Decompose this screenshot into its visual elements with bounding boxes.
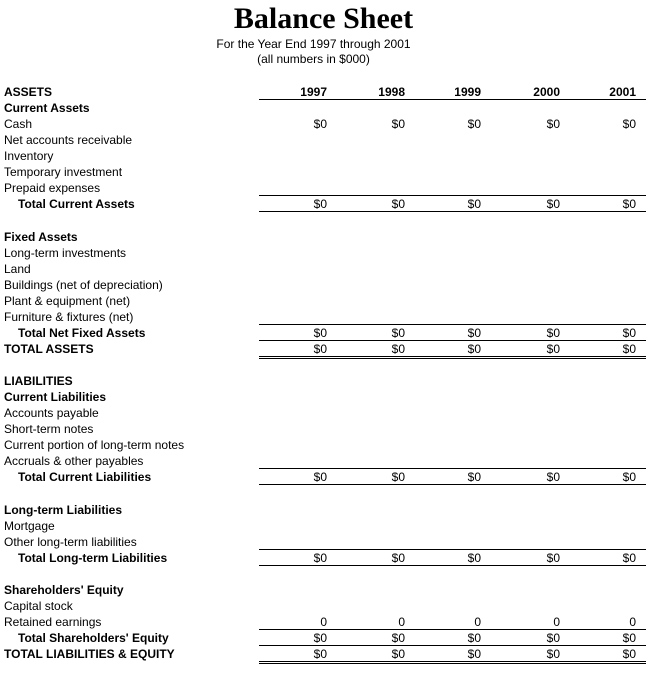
row-mortgage — [0, 518, 647, 534]
row-capital-stock — [0, 598, 647, 614]
row-label: Cash — [4, 117, 33, 131]
row-label: Net accounts receivable — [4, 133, 133, 147]
row-label: Inventory — [4, 149, 54, 163]
cell-2001: $0 — [622, 342, 636, 356]
cell-1998: 0 — [398, 615, 405, 629]
subtotal-top-rule — [259, 324, 646, 325]
row-total-shareholders-equity — [0, 630, 647, 646]
row-label: Accounts payable — [4, 406, 99, 420]
cell-2000: $0 — [546, 647, 560, 661]
row-long-term-investments — [0, 245, 647, 261]
subtotal-top-rule — [259, 629, 646, 630]
row-label: TOTAL LIABILITIES & EQUITY — [4, 647, 175, 661]
cell-1997: $0 — [313, 470, 327, 484]
year-header-1999: 1999 — [454, 85, 481, 99]
row-label: LIABILITIES — [4, 374, 73, 388]
subtotal-top-rule — [259, 195, 646, 196]
cell-1998: $0 — [391, 117, 405, 131]
row-total-long-term-liabilities — [0, 550, 647, 566]
cell-2000: $0 — [546, 197, 560, 211]
row-temporary-investment — [0, 164, 647, 180]
row-label: Total Net Fixed Assets — [18, 326, 146, 340]
row-plant-and-equipment-net — [0, 293, 647, 309]
cell-1997: $0 — [313, 551, 327, 565]
row-total-current-liabilities — [0, 469, 647, 485]
row-label: Mortgage — [4, 519, 55, 533]
cell-1997: 0 — [320, 615, 327, 629]
cell-1997: $0 — [313, 197, 327, 211]
cell-2001: $0 — [622, 470, 636, 484]
cell-1998: $0 — [391, 326, 405, 340]
row-liabilities — [0, 373, 647, 389]
cell-1998: $0 — [391, 197, 405, 211]
row-label: Total Current Liabilities — [18, 470, 152, 484]
header-underline — [259, 99, 646, 100]
total-double-rule-2 — [259, 663, 646, 664]
total-double-rule-2 — [259, 358, 646, 359]
row-current-liabilities — [0, 389, 647, 405]
row-long-term-liabilities — [0, 502, 647, 518]
row-label: Retained earnings — [4, 615, 102, 629]
cell-2000: $0 — [546, 342, 560, 356]
cell-2000: 0 — [553, 615, 560, 629]
cell-2001: $0 — [622, 551, 636, 565]
cell-1998: $0 — [391, 551, 405, 565]
row-buildings-net-of-depreciation — [0, 277, 647, 293]
row-label: Accruals & other payables — [4, 454, 144, 468]
cell-1998: $0 — [391, 470, 405, 484]
row-land — [0, 261, 647, 277]
row-label: Prepaid expenses — [4, 181, 101, 195]
cell-1999: $0 — [467, 326, 481, 340]
subtotal-bottom-rule — [259, 211, 646, 212]
row-inventory — [0, 148, 647, 164]
row-label: Fixed Assets — [4, 230, 78, 244]
row-label: Long-term Liabilities — [4, 503, 123, 517]
cell-2001: $0 — [622, 647, 636, 661]
document-title: Balance Sheet — [233, 2, 414, 35]
cell-2001: $0 — [622, 326, 636, 340]
cell-1998: $0 — [391, 647, 405, 661]
cell-2000: $0 — [546, 470, 560, 484]
cell-1998: $0 — [391, 342, 405, 356]
cell-1997: $0 — [313, 631, 327, 645]
cell-1999: $0 — [467, 342, 481, 356]
cell-2000: $0 — [546, 551, 560, 565]
row-total-net-fixed-assets — [0, 325, 647, 341]
cell-1998: $0 — [391, 631, 405, 645]
row-label: Buildings (net of depreciation) — [4, 278, 163, 292]
row-label: Other long-term liabilities — [4, 535, 137, 549]
row-label: Total Current Assets — [18, 197, 135, 211]
year-header-2000: 2000 — [533, 85, 560, 99]
cell-2000: $0 — [546, 117, 560, 131]
year-header-1997: 1997 — [300, 85, 327, 99]
row-label: Total Long-term Liabilities — [18, 551, 168, 565]
subtotal-top-rule — [259, 549, 646, 550]
row-other-long-term-liabilities — [0, 534, 647, 550]
units-note: (all numbers in $000) — [257, 52, 370, 66]
row-label: TOTAL ASSETS — [4, 342, 94, 356]
subtotal-bottom-rule — [259, 565, 646, 566]
row-fixed-assets — [0, 229, 647, 245]
cell-2000: $0 — [546, 326, 560, 340]
row-retained-earnings — [0, 614, 647, 630]
row-label: Land — [4, 262, 31, 276]
row-label: Current portion of long-term notes — [4, 438, 185, 452]
total-double-rule-1 — [259, 356, 646, 357]
row-accounts-payable — [0, 405, 647, 421]
spacer-row — [0, 357, 647, 373]
row-assets — [0, 84, 647, 100]
document-subtitle: For the Year End 1997 through 2001 — [216, 37, 411, 51]
row-prepaid-expenses — [0, 180, 647, 196]
row-label: ASSETS — [4, 85, 53, 99]
row-total-liabilities-and-equity — [0, 646, 647, 662]
year-header-2001: 2001 — [609, 85, 636, 99]
total-top-rule — [259, 340, 646, 341]
spacer-row — [0, 212, 647, 228]
row-accruals-and-other-payables — [0, 453, 647, 469]
total-double-rule-1 — [259, 661, 646, 662]
row-label: Capital stock — [4, 599, 73, 613]
cell-1997: $0 — [313, 117, 327, 131]
year-header-1998: 1998 — [378, 85, 405, 99]
row-furniture-and-fixtures-net — [0, 309, 647, 325]
cell-1999: $0 — [467, 197, 481, 211]
row-label: Long-term investments — [4, 246, 127, 260]
cell-1999: $0 — [467, 631, 481, 645]
row-label: Total Shareholders' Equity — [18, 631, 169, 645]
row-current-assets — [0, 100, 647, 116]
row-net-accounts-receivable — [0, 132, 647, 148]
cell-1999: $0 — [467, 470, 481, 484]
cell-2000: $0 — [546, 631, 560, 645]
cell-1997: $0 — [313, 342, 327, 356]
row-cash — [0, 116, 647, 132]
cell-1999: $0 — [467, 647, 481, 661]
row-short-term-notes — [0, 421, 647, 437]
subtotal-top-rule — [259, 468, 646, 469]
spacer-row — [0, 566, 647, 582]
row-shareholders-equity — [0, 582, 647, 598]
cell-1999: $0 — [467, 551, 481, 565]
row-label: Current Liabilities — [4, 390, 107, 404]
spacer-row — [0, 485, 647, 501]
cell-1997: $0 — [313, 326, 327, 340]
subtotal-bottom-rule — [259, 484, 646, 485]
row-label: Short-term notes — [4, 422, 94, 436]
row-total-assets — [0, 341, 647, 357]
cell-2001: 0 — [629, 615, 636, 629]
row-label: Plant & equipment (net) — [4, 294, 131, 308]
cell-1999: $0 — [467, 117, 481, 131]
row-label: Shareholders' Equity — [4, 583, 124, 597]
total-top-rule — [259, 645, 646, 646]
row-label: Current Assets — [4, 101, 90, 115]
cell-2001: $0 — [622, 117, 636, 131]
row-current-portion-of-long-term-notes — [0, 437, 647, 453]
cell-1999: 0 — [474, 615, 481, 629]
row-total-current-assets — [0, 196, 647, 212]
cell-2001: $0 — [622, 197, 636, 211]
row-label: Temporary investment — [4, 165, 123, 179]
cell-2001: $0 — [622, 631, 636, 645]
cell-1997: $0 — [313, 647, 327, 661]
row-label: Furniture & fixtures (net) — [4, 310, 134, 324]
